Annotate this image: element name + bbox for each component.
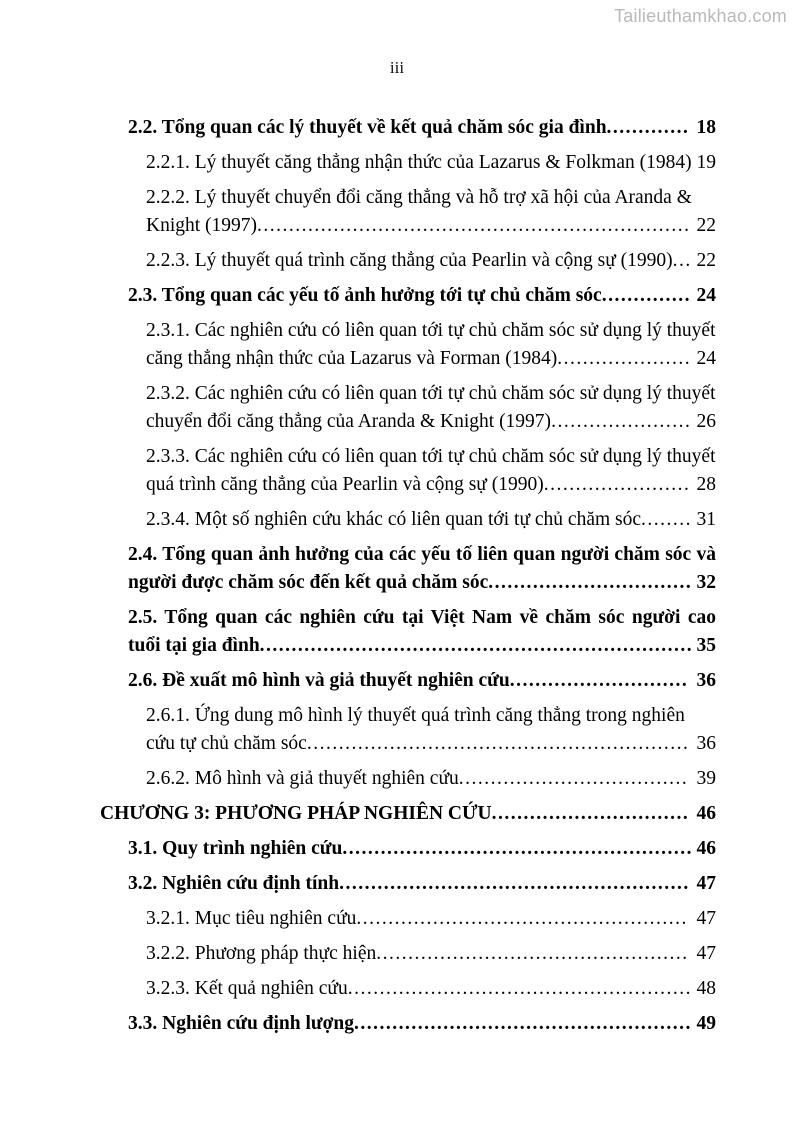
- toc-leader-dots: ............................................................: [306, 733, 690, 754]
- toc-entry: [146, 940, 716, 968]
- toc-entry: [146, 184, 716, 240]
- toc-entry-page: 19: [696, 152, 716, 173]
- toc-entry: [146, 443, 716, 499]
- toc-entry-text: 2.3. Tổng quan các yếu tố ảnh hưởng tới tự chủ chăm sóc: [128, 285, 602, 306]
- toc-entry-text: 3.2.3. Kết quả nghiên cứu: [146, 978, 348, 999]
- toc-entry-text: 2.2.2. Lý thuyết chuyển đổi căng thẳng và hỗ trợ xã hội của Aranda & Knight (1997): [146, 187, 692, 236]
- toc-entry-page: 32: [696, 572, 716, 593]
- toc-entry: [146, 149, 716, 177]
- toc-entry-page: 18: [696, 117, 716, 138]
- toc-entry-page: 48: [696, 978, 716, 999]
- toc-entry: [128, 541, 716, 597]
- toc-entry-text: 2.2.1. Lý thuyết căng thẳng nhận thức của Lazarus & Folkman (1984): [146, 152, 692, 173]
- toc-entry-text: 2.3.2. Các nghiên cứu có liên quan tới tự chủ chăm sóc sử dụng lý thuyết chuyển đổi căng thẳng của Aranda & Knight (1997): [146, 383, 716, 432]
- toc-entry: [146, 905, 716, 933]
- toc-entry-text: 2.6. Đề xuất mô hình và giả thuyết nghiên cứu: [128, 670, 510, 691]
- toc-leader-dots: ............................: [509, 670, 689, 691]
- toc-leader-dots: ......................: [551, 411, 692, 432]
- toc-leader-dots: ................................: [488, 572, 693, 593]
- toc-entry-page: 36: [696, 670, 716, 691]
- toc-entry-page: 35: [696, 635, 716, 656]
- toc-entry-page: 31: [696, 509, 716, 530]
- toc-entry: [146, 765, 716, 793]
- toc-entry-page: 47: [696, 908, 716, 929]
- toc-entry: [128, 835, 716, 863]
- toc-entry-page: 28: [696, 474, 716, 495]
- toc-entry-page: 46: [696, 838, 716, 859]
- toc-leader-dots: .................................................: [376, 943, 689, 964]
- toc-leader-dots: .......................................................: [342, 838, 693, 859]
- toc-entry: [128, 667, 716, 695]
- toc-entry-page: 26: [696, 411, 716, 432]
- toc-entry-page: 36: [696, 733, 716, 754]
- toc-entry-text: 2.2.3. Lý thuyết quá trình căng thẳng của Pearlin và cộng sự (1990): [146, 250, 673, 271]
- toc-entry-page: 22: [696, 250, 716, 271]
- page-number: iii: [389, 58, 405, 77]
- toc-entry-text: 3.3. Nghiên cứu định lượng: [128, 1013, 355, 1034]
- toc-entry-text: 2.4. Tổng quan ảnh hưởng của các yếu tố liên quan người chăm sóc và người được chăm sóc đến kết quả chăm sóc: [128, 544, 716, 593]
- toc-entry: [128, 870, 716, 898]
- toc-entry-page: 47: [696, 943, 716, 964]
- toc-entry-text: 2.6.1. Ứng dung mô hình lý thuyết quá trình căng thẳng trong nghiên cứu tự chủ chăm sóc: [146, 705, 685, 754]
- toc-entry-text: 2.5. Tổng quan các nghiên cứu tại Việt Nam về chăm sóc người cao tuổi tại gia đình: [128, 607, 716, 656]
- toc-entry: [146, 702, 716, 758]
- toc-entry-text: 3.1. Quy trình nghiên cứu: [128, 838, 343, 859]
- toc-leader-dots: ....................................: [458, 768, 689, 789]
- toc-leader-dots: ........: [641, 509, 693, 530]
- table-of-contents: [100, 114, 716, 1045]
- toc-leader-dots: ......................................................: [347, 978, 692, 999]
- toc-entry-text: 2.2. Tổng quan các lý thuyết về kết quả chăm sóc gia đình: [128, 117, 607, 138]
- toc-leader-dots: .............: [606, 117, 690, 138]
- toc-entry: [128, 282, 716, 310]
- toc-entry-text: 3.2. Nghiên cứu định tính: [128, 873, 340, 894]
- toc-entry-page: 46: [696, 803, 716, 824]
- toc-entry: [146, 380, 716, 436]
- toc-entry: [146, 975, 716, 1003]
- toc-entry: [128, 604, 716, 660]
- toc-leader-dots: .....................................................: [354, 1013, 692, 1034]
- toc-entry-page: 22: [696, 215, 716, 236]
- toc-leader-dots: ...............................: [491, 803, 690, 824]
- toc-entry-page: 47: [696, 873, 716, 894]
- toc-entry-text: 2.3.1. Các nghiên cứu có liên quan tới tự chủ chăm sóc sử dụng lý thuyết căng thẳng nhận thức của Lazarus và Forman (1984): [146, 320, 716, 369]
- toc-entry: [100, 800, 716, 828]
- toc-leader-dots: .......................................................: [339, 873, 690, 894]
- watermark: Tailieuthamkhao.com: [614, 6, 787, 26]
- toc-entry-text: 2.6.2. Mô hình và giả thuyết nghiên cứu: [146, 768, 459, 789]
- toc-entry: [146, 247, 716, 275]
- toc-entry-page: 39: [696, 768, 716, 789]
- toc-entry-text: 2.3.3. Các nghiên cứu có liên quan tới tự chủ chăm sóc sử dụng lý thuyết quá trình căng thẳng của Pearlin và cộng sự (1990): [146, 446, 716, 495]
- toc-leader-dots: ....................................................................: [257, 215, 691, 236]
- toc-entry-page: 24: [696, 285, 716, 306]
- toc-entry-text: CHƯƠNG 3: PHƯƠNG PHÁP NGHIÊN CỨU: [100, 803, 492, 824]
- toc-leader-dots: ...: [672, 250, 692, 271]
- toc-leader-dots: ....................................................................: [259, 635, 694, 656]
- toc-entry-page: 24: [696, 348, 716, 369]
- toc-entry: [128, 114, 716, 142]
- toc-entry-text: 3.2.1. Mục tiêu nghiên cứu: [146, 908, 357, 929]
- toc-entry: [146, 506, 716, 534]
- toc-leader-dots: ....................................................: [356, 908, 688, 929]
- toc-entry-text: 2.3.4. Một số nghiên cứu khác có liên quan tới tự chủ chăm sóc: [146, 509, 642, 530]
- toc-entry-page: 49: [696, 1013, 716, 1034]
- toc-entry: [128, 1010, 716, 1038]
- toc-leader-dots: ..............: [601, 285, 691, 306]
- toc-leader-dots: .....................: [557, 348, 692, 369]
- toc-entry: [146, 317, 716, 373]
- toc-entry-text: 3.2.2. Phương pháp thực hiện: [146, 943, 377, 964]
- toc-leader-dots: .......................: [543, 474, 691, 495]
